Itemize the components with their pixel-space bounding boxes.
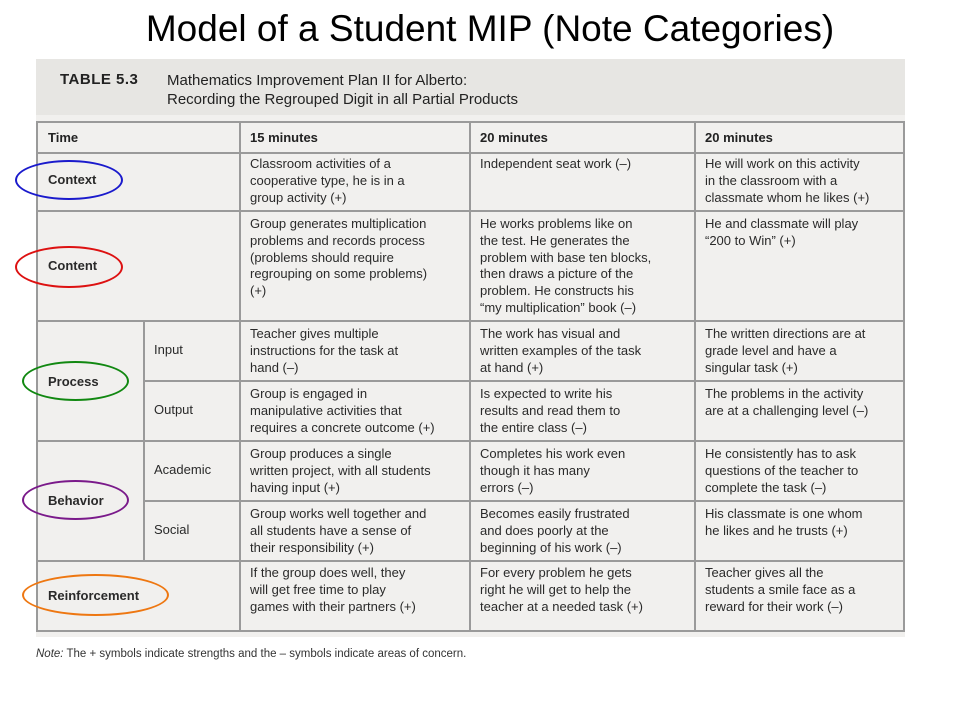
grid-line-right: [903, 121, 905, 632]
reinforcement-col1: If the group does well, they will get free time to play games with their partners (+): [250, 565, 416, 614]
sublabel-academic: Academic: [154, 462, 212, 477]
academic-col3: He consistently has to ask questions of the teacher to complete the task (–): [705, 446, 859, 495]
row-label-process: Process: [48, 374, 99, 389]
note-text: The + symbols indicate strengths and the – symbols indicate areas of concern.: [63, 648, 467, 660]
content-col3: He and classmate will play “200 to Win” (+): [705, 216, 859, 248]
annotation-ellipse-process: [22, 361, 129, 401]
annotation-ellipse-content: [15, 246, 123, 288]
social-col3: His classmate is one whom he likes and he trusts (+): [705, 506, 863, 538]
input-col3: The written directions are at grade level and have a singular task (+): [705, 326, 866, 375]
output-col2: Is expected to write his results and read them to the entire class (–): [480, 386, 621, 435]
row-label-content: Content: [48, 258, 98, 273]
grid-line-academic: [143, 500, 905, 502]
table-number: TABLE 5.3: [60, 71, 139, 88]
header-col2: 20 minutes: [480, 130, 548, 145]
table-note: [36, 648, 466, 660]
annotation-ellipse-reinforcement: [22, 574, 169, 616]
reinforcement-col2: For every problem he gets right he will get to help the teacher at a needed task (+): [480, 565, 643, 614]
row-label-behavior: Behavior: [48, 493, 104, 508]
input-col2: The work has visual and written examples of the task at hand (+): [480, 326, 642, 375]
output-col3: The problems in the activity are at a challenging level (–): [705, 386, 869, 418]
context-col1: Classroom activities of a cooperative type, he is in a group activity (+): [250, 156, 405, 205]
table-caption: Mathematics Improvement Plan II for Alberto: Recording the Regrouped Digit in all Partial Products: [167, 72, 519, 108]
output-col1: Group is engaged in manipulative activities that requires a concrete outcome (+): [250, 386, 435, 435]
sublabel-input: Input: [154, 342, 183, 357]
reinforcement-col3: Teacher gives all the students a smile face as a reward for their work (–): [705, 565, 856, 614]
row-label-reinforcement: Reinforcement: [48, 588, 140, 603]
annotation-ellipse-context: [15, 160, 123, 200]
context-col3: He will work on this activity in the classroom with a classmate whom he likes (+): [705, 156, 870, 205]
academic-col1: Group produces a single written project, with all students having input (+): [250, 446, 431, 495]
content-col2: He works problems like on the test. He generates the problem with base ten blocks, then draws a picture of the problem. He constructs his “my multiplication” book (–): [480, 216, 652, 315]
header-time: Time: [48, 130, 79, 145]
content-col1: Group generates multiplication problems and records process (problems should require regrouping on some problems) (+): [250, 216, 428, 299]
context-col2: Independent seat work (–): [480, 156, 632, 171]
slide-title: Model of a Student MIP (Note Categories): [145, 8, 835, 49]
grid-line-input: [143, 380, 905, 382]
row-label-context: Context: [48, 172, 97, 187]
grid-line-sub: [143, 320, 145, 560]
sublabel-output: Output: [154, 402, 194, 417]
social-col2: Becomes easily frustrated and does poorly at the beginning of his work (–): [480, 506, 630, 555]
social-col1: Group works well together and all students have a sense of their responsibility (+): [250, 506, 427, 555]
input-col1: Teacher gives multiple instructions for the task at hand (–): [250, 326, 399, 375]
header-col3: 20 minutes: [705, 130, 773, 145]
academic-col2: Completes his work even though it has many errors (–): [480, 446, 626, 495]
header-col1: 15 minutes: [250, 130, 318, 145]
note-prefix: Note:: [36, 648, 64, 660]
sublabel-social: Social: [154, 522, 190, 537]
annotation-ellipse-behavior: [22, 480, 129, 520]
